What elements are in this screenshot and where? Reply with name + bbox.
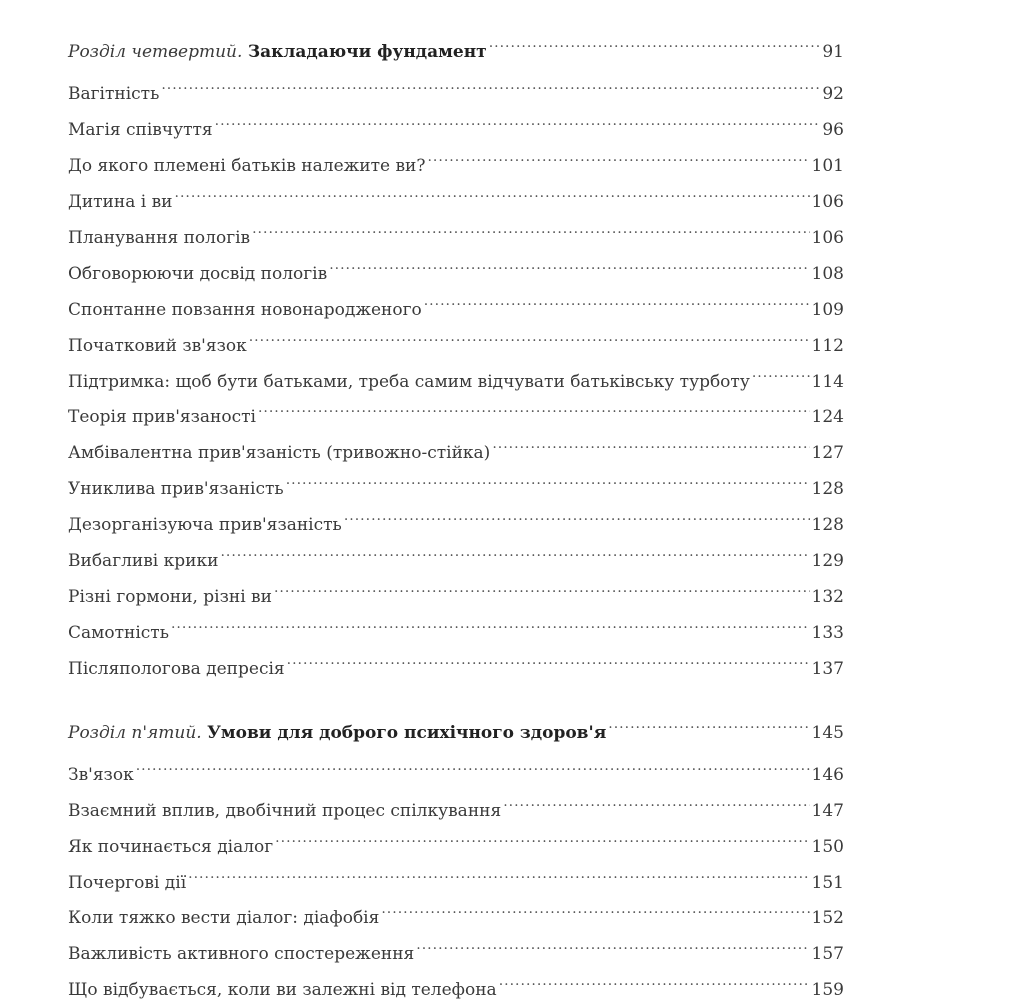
toc-entry <box>68 901 844 929</box>
toc-entry <box>68 472 844 500</box>
toc-entry <box>68 937 844 965</box>
page-number: 112 <box>811 336 844 356</box>
toc-entry <box>68 508 844 536</box>
toc-entry <box>68 544 844 572</box>
entry-title: Що відбувається, коли ви залежні від телефона <box>68 980 497 1000</box>
dot-leader <box>416 937 809 959</box>
entry-title: Обговорюючи досвід пологів <box>68 264 328 284</box>
page-number: 137 <box>811 659 844 679</box>
dot-leader <box>274 580 810 602</box>
page-number: 101 <box>811 156 844 176</box>
page-number: 91 <box>822 42 844 62</box>
dot-leader <box>424 293 810 315</box>
toc-entry <box>68 580 844 608</box>
page-number: 129 <box>811 551 844 571</box>
toc-entry <box>68 973 844 1001</box>
page-number: 150 <box>811 837 844 857</box>
dot-leader <box>161 77 820 99</box>
dot-leader <box>220 544 809 566</box>
page-number: 133 <box>811 623 844 643</box>
chapter-prefix: Розділ п'ятий. <box>68 723 202 743</box>
toc-entry <box>68 758 844 786</box>
dot-leader <box>608 716 809 738</box>
dot-leader <box>287 652 810 674</box>
entry-title: Початковий зв'язок <box>68 336 247 356</box>
page-number: 157 <box>811 944 844 964</box>
page-number: 127 <box>811 443 844 463</box>
dot-leader <box>188 866 809 888</box>
dot-leader <box>329 257 809 279</box>
dot-leader <box>492 436 809 458</box>
dot-leader <box>275 830 809 852</box>
toc-entry <box>68 400 844 428</box>
entry-title: Зв'язок <box>68 765 134 785</box>
entry-title: Післяпологова депресія <box>68 659 285 679</box>
dot-leader <box>427 149 809 171</box>
toc-entry <box>68 652 844 680</box>
page-number: 128 <box>811 515 844 535</box>
toc-entry <box>68 149 844 177</box>
toc-entry <box>68 77 844 105</box>
page-number: 92 <box>822 84 844 104</box>
entry-title: Амбівалентна прив'язаність (тривожно-стійка) <box>68 443 491 463</box>
chapter-name: Умови для доброго психічного здоров'я <box>207 723 607 743</box>
entry-title: Підтримка: щоб бути батьками, треба самим відчувати батьківську турботу <box>68 372 750 392</box>
chapter-name: Закладаючи фундамент <box>247 42 487 62</box>
entry-title: Магія співчуття <box>68 120 213 140</box>
toc-entry <box>68 866 844 894</box>
toc-entry <box>68 221 844 249</box>
entry-title: Теорія прив'язаності <box>68 407 256 427</box>
page-number: 124 <box>811 407 844 427</box>
chapter-prefix: Розділ четвертий. <box>68 42 243 62</box>
entry-title: Вибагливі крики <box>68 551 219 571</box>
toc-entry <box>68 185 844 213</box>
dot-leader <box>136 758 810 780</box>
dot-leader <box>344 508 810 530</box>
page-number: 114 <box>811 372 844 392</box>
dot-leader <box>286 472 810 494</box>
entry-title: Важливість активного спостереження <box>68 944 415 964</box>
entry-title: Взаємний вплив, двобічний процес спілкування <box>68 801 502 821</box>
page-number: 128 <box>811 479 844 499</box>
entry-title: Дитина і ви <box>68 192 173 212</box>
toc-entry <box>68 365 844 393</box>
dot-leader <box>381 901 809 923</box>
page-number: 147 <box>811 801 844 821</box>
entry-title: Різні гормони, різні ви <box>68 587 272 607</box>
page-number: 159 <box>811 980 844 1000</box>
page-number: 96 <box>822 120 844 140</box>
toc-entry <box>68 830 844 858</box>
chapter-heading <box>68 716 844 744</box>
page-number: 132 <box>811 587 844 607</box>
toc-entry <box>68 293 844 321</box>
page-number: 146 <box>811 765 844 785</box>
entry-title: Як починається діалог <box>68 837 274 857</box>
chapter-title <box>68 41 487 63</box>
dot-leader <box>215 113 821 135</box>
dot-leader <box>249 329 810 351</box>
dot-leader <box>499 973 810 995</box>
chapter-heading <box>68 35 844 63</box>
entry-title: До якого племені батьків належите ви? <box>68 156 426 176</box>
page-number: 109 <box>811 300 844 320</box>
entry-title: Планування пологів <box>68 228 251 248</box>
dot-leader <box>252 221 809 243</box>
page-number: 152 <box>811 908 844 928</box>
toc-entry <box>68 436 844 464</box>
entry-title: Коли тяжко вести діалог: діафобія <box>68 908 380 928</box>
dot-leader <box>175 185 810 207</box>
page-number: 108 <box>811 264 844 284</box>
toc-entry <box>68 794 844 822</box>
dot-leader <box>171 616 810 638</box>
page-number: 106 <box>811 192 844 212</box>
chapter-title <box>68 722 606 744</box>
dot-leader <box>503 794 809 816</box>
dot-leader <box>752 365 810 387</box>
page-number: 145 <box>811 723 844 743</box>
toc-entry <box>68 329 844 357</box>
toc-entry <box>68 113 844 141</box>
entry-title: Почергові дії <box>68 873 187 893</box>
entry-title: Дезорганізуюча прив'язаність <box>68 515 342 535</box>
dot-leader <box>258 400 810 422</box>
page-number: 151 <box>811 873 844 893</box>
entry-title: Вагітність <box>68 84 160 104</box>
toc-entry <box>68 257 844 285</box>
entry-title: Спонтанне повзання новонародженого <box>68 300 422 320</box>
toc-entry <box>68 616 844 644</box>
dot-leader <box>489 35 821 57</box>
entry-title: Самотність <box>68 623 169 643</box>
page-number: 106 <box>811 228 844 248</box>
entry-title: Униклива прив'язаність <box>68 479 284 499</box>
